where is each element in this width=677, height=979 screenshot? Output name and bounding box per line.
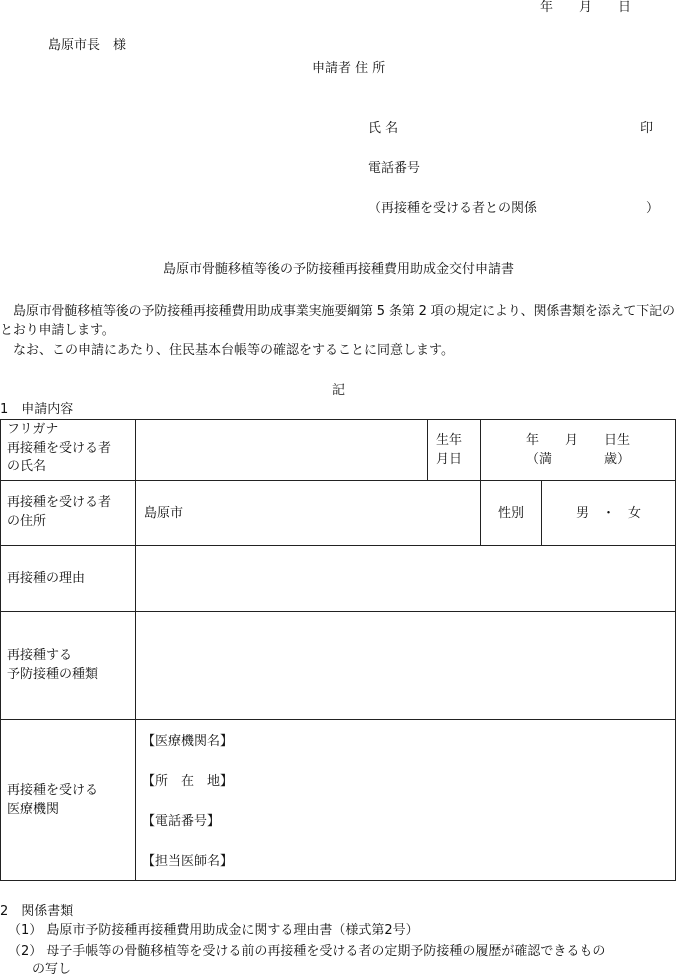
relation-label: （再接種を受ける者との関係 (368, 201, 538, 216)
table-border-left (0, 419, 1, 881)
phone-label: 電話番号 (368, 161, 421, 176)
table-col-divider (135, 419, 136, 881)
vaccine-type-label: 再接種する 予防接種の種類 (7, 648, 99, 682)
reason-label: 再接種の理由 (7, 571, 86, 586)
ki-heading: 記 (331, 383, 345, 398)
table-row-divider (0, 545, 676, 546)
related-document-2-continued: の写し (32, 962, 72, 977)
section-2-heading: 2 関係書類 (0, 904, 74, 919)
table-row-divider (0, 611, 676, 612)
gender-label: 性別 (497, 506, 524, 521)
table-col-divider (427, 419, 428, 481)
table-border-bottom (0, 880, 676, 881)
body-paragraph-1: 島原市骨髄移植等後の予防接種再接種費用助成事業実施要綱第 5 条第 2 項の規定により、関係書類を添えて下記のとおり申請します。 (0, 304, 675, 338)
institution-label: 再接種を受ける 医療機関 (7, 783, 99, 817)
document-title: 島原市骨髄移植等後の予防接種再接種費用助成金交付申請書 (162, 262, 514, 277)
section-1-heading: 1 申請内容 (0, 402, 74, 417)
institution-phone-field: 【電話番号】 (142, 814, 221, 829)
application-form-table (0, 419, 676, 881)
applicant-address-label: 申請者 住 所 (312, 61, 386, 76)
seal-mark: 印 (640, 121, 654, 136)
table-row-divider (0, 719, 676, 720)
related-document-2: （2） 母子手帳等の骨髄移植等を受ける前の再接種を受ける者の定期予防接種の履歴が確認できるもの (8, 944, 606, 959)
addressee: 島原市長 様 (48, 38, 127, 53)
applicant-name-label: 氏 名 (368, 121, 399, 136)
address-label: 再接種を受ける者 の住所 (7, 495, 112, 529)
body-paragraph-2: なお、この申請にあたり、住民基本台帳等の確認をすることに同意します。 (13, 343, 454, 358)
relation-close-paren: ） (646, 201, 660, 216)
institution-name-field: 【医療機関名】 (142, 734, 234, 749)
table-border-top (0, 419, 676, 420)
institution-address-field: 【所 在 地】 (142, 774, 234, 789)
related-document-1: （1） 島原市予防接種再接種費用助成金に関する理由書（様式第2号） (8, 923, 419, 938)
table-border-right (675, 419, 676, 881)
birthdate-value: 年 月 日生 （満 歳） (525, 433, 630, 467)
name-label: フリガナ 再接種を受ける者 の氏名 (7, 422, 112, 474)
table-row-divider (0, 480, 676, 481)
birthdate-label: 生年 月日 (436, 433, 463, 467)
institution-doctor-field: 【担当医師名】 (142, 854, 234, 869)
address-value: 島原市 (144, 506, 184, 521)
application-date: 年 月 日 (540, 0, 632, 15)
gender-value: 男 ・ 女 (575, 506, 641, 521)
